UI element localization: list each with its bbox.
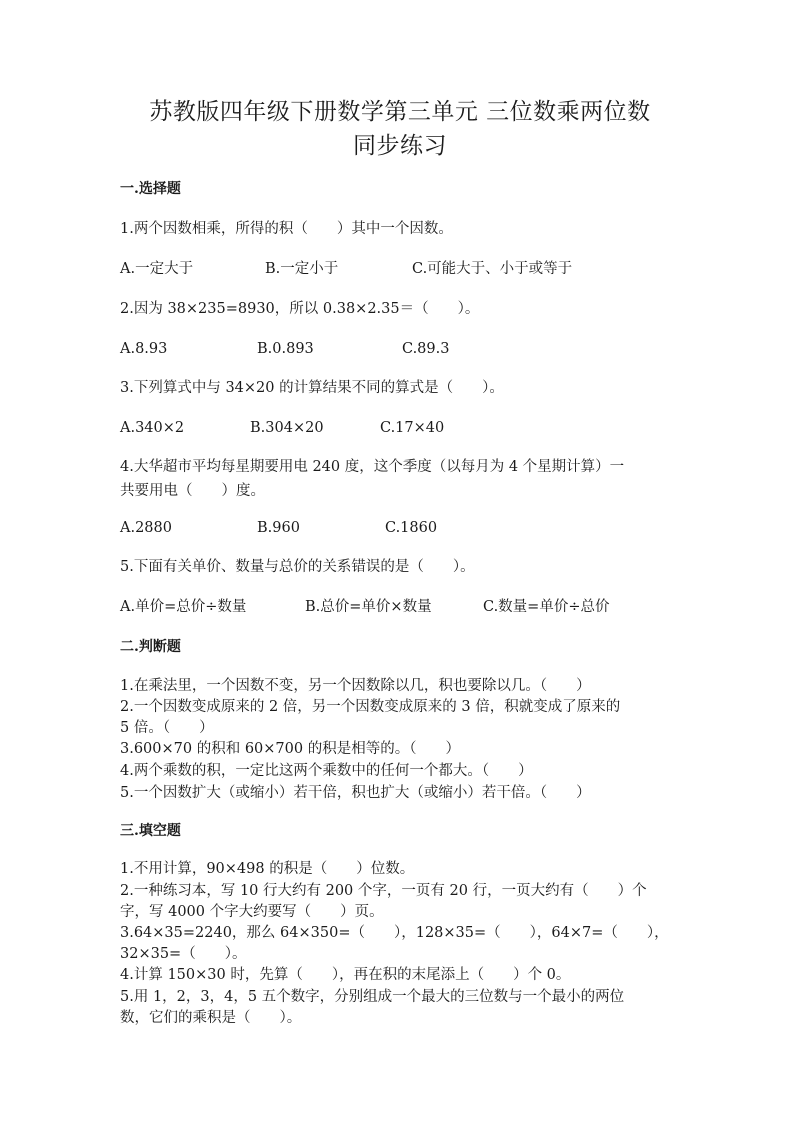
- choice-q2-option-a: A.8.93: [120, 341, 168, 357]
- choice-q4-line2: 共要用电（ ）度。: [120, 483, 265, 499]
- fill-line: 4.计算 150×30 时，先算（ ），再在积的末尾添上（ ）个 0。: [120, 967, 571, 983]
- choice-q4-option-c: C.1860: [385, 520, 438, 536]
- judge-line: 5 倍。（ ）: [120, 720, 214, 736]
- fill-line: 数，它们的乘积是（ ）。: [120, 1010, 302, 1026]
- fill-line: 字，写 4000 个字大约要写（ ）页。: [120, 904, 384, 920]
- choice-q3-option-b: B.304×20: [250, 420, 324, 436]
- judge-line: 3.600×70 的积和 60×700 的积是相等的。（ ）: [120, 741, 460, 757]
- choice-q3-option-a: A.340×2: [120, 420, 185, 436]
- fill-line: 1.不用计算，90×498 的积是（ ）位数。: [120, 861, 415, 877]
- choice-q5-option-b: B.总价=单价×数量: [305, 599, 432, 615]
- judge-line: 2.一个因数变成原来的 2 倍，另一个因数变成原来的 3 倍，积就变成了原来的: [120, 699, 621, 715]
- choice-q1-option-a: A.一定大于: [120, 261, 194, 277]
- section-heading-choice: 一.选择题: [120, 181, 181, 197]
- fill-line: 3.64×35=2240，那么 64×350=（ ），128×35=（ ），64×7=（ ），: [120, 925, 669, 941]
- judge-line: 4.两个乘数的积，一定比这两个乘数中的任何一个都大。（ ）: [120, 763, 533, 779]
- choice-q1: 1.两个因数相乘，所得的积（ ）其中一个因数。: [120, 221, 453, 237]
- choice-q2-option-c: C.89.3: [402, 341, 450, 357]
- choice-q1-option-b: B.一定小于: [265, 261, 339, 277]
- choice-q4-option-b: B.960: [257, 520, 300, 536]
- choice-q3: 3.下列算式中与 34×20 的计算结果不同的算式是（ ）。: [120, 380, 504, 396]
- page-title-line1: 苏教版四年级下册数学第三单元 三位数乘两位数: [149, 99, 651, 125]
- choice-q5: 5.下面有关单价、数量与总价的关系错误的是（ ）。: [120, 559, 475, 575]
- choice-q4-option-a: A.2880: [120, 520, 172, 536]
- choice-q2-option-b: B.0.893: [257, 341, 314, 357]
- choice-q5-option-a: A.单价=总价÷数量: [120, 599, 247, 615]
- choice-q3-option-c: C.17×40: [380, 420, 445, 436]
- page-title-line2: 同步练习: [353, 133, 447, 159]
- judge-line: 1.在乘法里，一个因数不变，另一个因数除以几，积也要除以几。（ ）: [120, 678, 591, 694]
- fill-line: 32×35=（ ）。: [120, 946, 247, 962]
- choice-q1-option-c: C.可能大于、小于或等于: [412, 261, 573, 277]
- choice-q5-option-c: C.数量=单价÷总价: [483, 599, 610, 615]
- fill-line: 5.用 1，2，3，4，5 五个数字，分别组成一个最大的三位数与一个最小的两位: [120, 989, 625, 1005]
- fill-line: 2.一种练习本，写 10 行大约有 200 个字，一页有 20 行，一页大约有（ ）个: [120, 883, 647, 899]
- judge-line: 5.一个因数扩大（或缩小）若干倍，积也扩大（或缩小）若干倍。（ ）: [120, 785, 591, 801]
- choice-q2: 2.因为 38×235=8930，所以 0.38×2.35＝（ ）。: [120, 301, 480, 317]
- section-heading-fill: 三.填空题: [120, 823, 181, 839]
- choice-q4-line1: 4.大华超市平均每星期要用电 240 度，这个季度（以每月为 4 个星期计算）一: [120, 459, 625, 475]
- section-heading-judge: 二.判断题: [120, 639, 181, 655]
